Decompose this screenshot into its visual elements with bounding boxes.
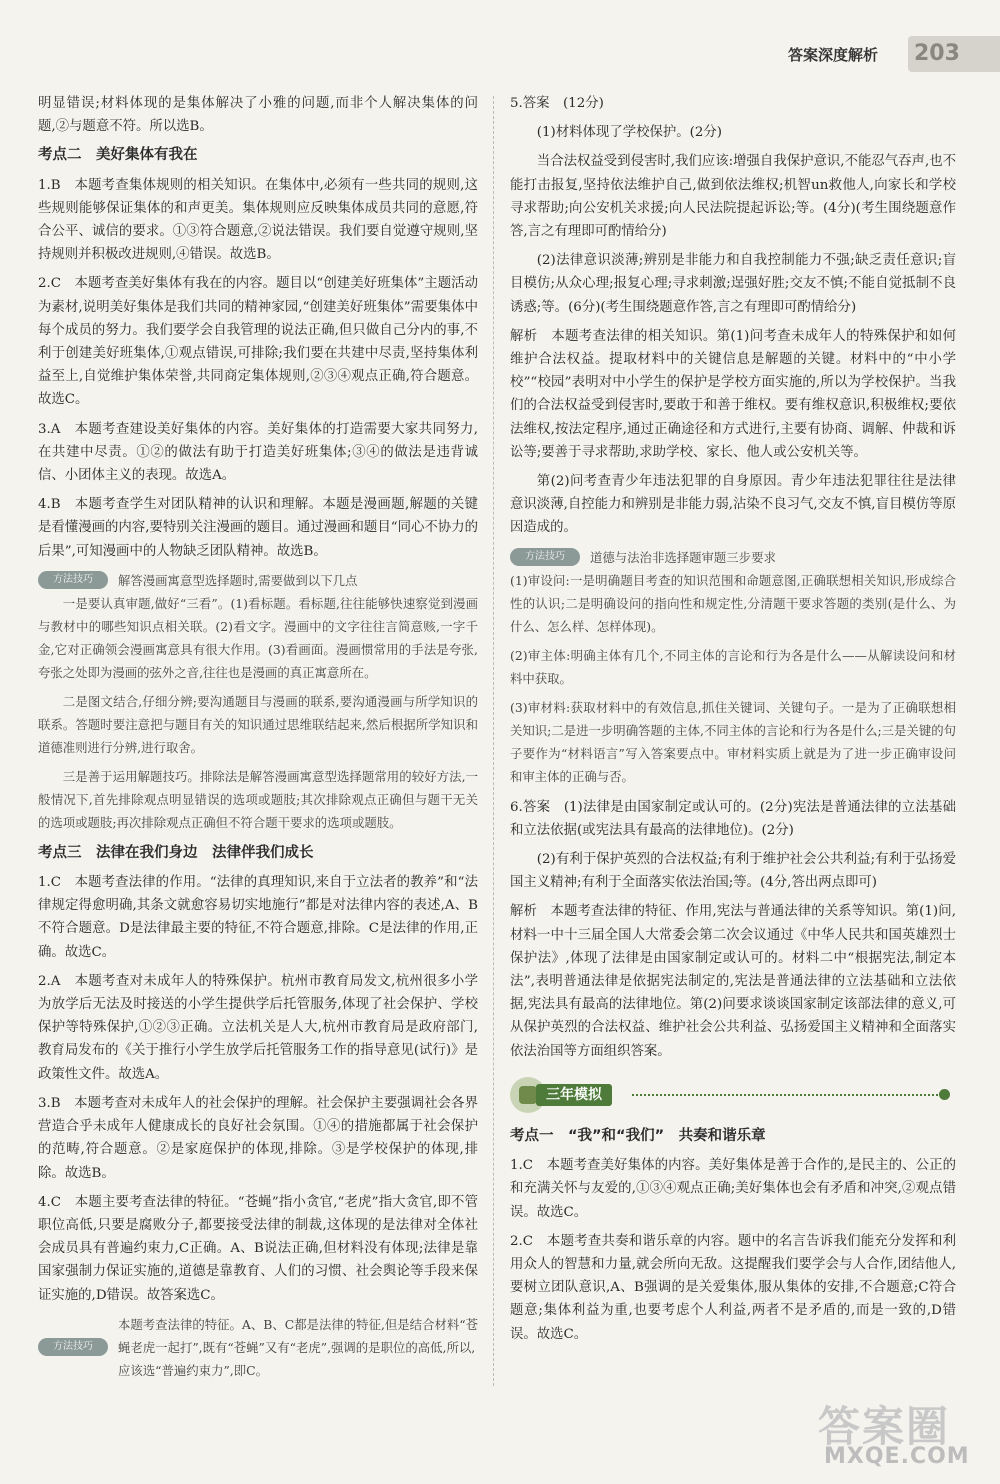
tip-badge: 方法技巧 <box>510 548 580 566</box>
section-banner <box>510 1077 956 1113</box>
method-tip <box>38 569 478 834</box>
method-tip <box>38 1313 478 1382</box>
right-column <box>510 92 956 1352</box>
answer-paragraph: (2)法律意识淡薄;辨别是非能力和自我控制能力不强;缺乏责任意识;盲目模仿;从众心理;报复心理;寻求刺激;逞强好胜;交友不慎;不能自觉抵制不良诱惑;等。(6分)(考生围绕题意作答,言之有理即可酌情给分) <box>510 253 956 315</box>
answer-item: 3.B 本题考查对未成年人的社会保护的理解。社会保护主要强调社会各界营造合乎未成年人健康成长的良好社会氛围。①④的措施都属于社会保护的范畴,符合题意。②是家庭保护的体现,排除。③是学校保护的体现,排除。故选B。 <box>38 1095 478 1181</box>
analysis-paragraph: 解析 本题考查法律的特征、作用,宪法与普通法律的关系等知识。第(1)问,材料一中十三届全国人大常委会第二次会议通过《中华人民共和国英雄烈士保护法》,体现了法律是由国家制定或认可的。材料二中“根据宪法,制定本法”,表明普通法律是依据宪法制定的,宪法是普通法律的立法基础和立法依据,宪法具有最高的法律地位。第(2)问要求谈谈国家制定该部法律的意义,可从保护英烈的合法权益、维护社会公共利益、弘扬爱国主义精神和全面落实依法治国等方面组织答案。 <box>510 904 956 1059</box>
answer-item: 3.A 本题考查建设美好集体的内容。美好集体的打造需要大家共同努力,在共建中尽责。①②的做法有助于打造美好班集体;③④的做法是违背诚信、小团体主义的表现。故选A。 <box>38 421 478 484</box>
tip-paragraph: 二是图文结合,仔细分辨;要沟通题目与漫画的联系,要沟通漫画与所学知识的联系。答题时要注意把与题目有关的知识通过思维联结起来,然后根据所学知识和道德准则进行分辨,进行取舍。 <box>38 693 478 755</box>
answer-item: 2.A 本题考查对未成年人的特殊保护。杭州市教育局发文,杭州很多小学为放学后无法及时接送的小学生提供学后托管服务,体现了社会保护、学校保护等特殊保护,①②③正确。立法机关是人大,杭州市教育局是政府部门,教育局发布的《关于推行小学生放学后托管服务工作的指导意见(试行)》是政策性文件。故选A。 <box>38 973 478 1082</box>
answer-item: 1.C 本题考查法律的作用。“法律的真理知识,来自于立法者的教养”和“法律规定得愈明确,其条文就愈容易切实地施行”都是对法律内容的表述,A、B不符合题意。D是法律最主要的特征,不符合题意,排除。C是法律的作用,正确。故选C。 <box>38 875 478 960</box>
tip-paragraph: (1)审设问:一是明确题目考查的知识范围和命题意图,正确联想相关知识,形成综合性的认识;二是明确设问的指向性和规定性,分清题干要求答题的类别(是什么、为什么、怎么样、怎样体现)。 <box>510 572 956 634</box>
analysis-paragraph: 第(2)问考查青少年违法犯罪的自身原因。青少年违法犯罪往往是法律意识淡薄,自控能力和辨别是非能力弱,沾染不良习气,交友不慎,盲目模仿等原因造成的。 <box>510 474 956 536</box>
tip-badge: 方法技巧 <box>38 571 108 589</box>
section-heading: 考点一 “我”和“我们” 共奏和谐乐章 <box>510 1127 766 1144</box>
answer-paragraph: (1)材料体现了学校保护。(2分) <box>536 125 723 141</box>
tip-text: 本题考查法律的特征。A、B、C都是法律的特征,但是结合材料“苍蝇老虎一起打”,既有“苍蝇”又有“老虎”,强调的是职位的高低,所以,应该选“普遍约束力”,即C。 <box>118 1316 478 1378</box>
answer-paragraph: 当合法权益受到侵害时,我们应该:增强自我保护意识,不能忍气吞声,也不能打击报复,坚持依法维护自己,做到依法维权;机智un救他人,向家长和学校寻求帮助;向公安机关求援;向人民法院提起诉讼;等。(4分)(考生围绕题意作答,言之有理即可酌情给分) <box>510 154 956 240</box>
answer-item: 1.B 本题考查集体规则的相关知识。在集体中,必须有一些共同的规则,这些规则能够保证集体的和声更美。集体规则应反映集体成员共同的意愿,符合公平、诚信的要求。①③符合题意,②说法错误。我们要自觉遵守规则,坚持规则并积极改进规则,④错误。故选B。 <box>38 177 478 263</box>
answer-item: 1.C 本题考查美好集体的内容。美好集体是善于合作的,是民主的、公正的和充满关怀与友爱的,①③④观点正确;美好集体也会有矛盾和冲突,②观点错误。故选C。 <box>510 1158 956 1220</box>
answer-item: 2.C 本题考查共奏和谐乐章的内容。题中的名言告诉我们能充分发挥和利用众人的智慧和力量,就会所向无敌。这提醒我们要学会与人合作,团结他人,要树立团队意识,A、B强调的是关爱集体,服从集体的安排,不合题意;C符合题意;集体利益为重,也要考虑个人利益,两者不是矛盾的,而是一致的,D错误。故选C。 <box>510 1233 956 1342</box>
banner-rule <box>632 1094 938 1096</box>
method-tip <box>510 546 956 788</box>
tip-badge: 方法技巧 <box>38 1338 108 1356</box>
left-column <box>38 92 478 1390</box>
section-heading: 考点二 美好集体有我在 <box>38 147 198 164</box>
header-title: 答案深度解析 <box>788 46 879 64</box>
dot-icon <box>939 1089 950 1100</box>
answer-item: 2.C 本题考查美好集体有我在的内容。题目以“创建美好班集体”主题活动为素材,说明美好集体是我们共同的精神家园,“创建美好班集体”需要集体中每个成员的努力。我们要学会自我管理的说法正确,但只做自己分内的事,不利于创建美好班集体,①观点错误,可排除;我们要在共建中尽责,坚持集体利益至上,自觉维护集体荣誉,共同商定集体规则,②③④观点正确,符合题意。故选C。 <box>38 276 478 408</box>
site-watermark <box>816 1394 986 1474</box>
page-number: 203 <box>908 36 1000 72</box>
tip-paragraph: (2)审主体:明确主体有几个,不同主体的言论和行为各是什么——从解读设问和材料中获取。 <box>510 647 956 686</box>
watermark-logo: 答案圈 <box>818 1402 951 1451</box>
watermark-url: MXQE.COM <box>824 1444 970 1469</box>
page-header <box>760 38 1000 78</box>
answer-item: 4.B 本题考查学生对团队精神的认识和理解。本题是漫画题,解题的关键是看懂漫画的内容,要特别关注漫画的题目。通过漫画和题目“同心不协力的后果”,可知漫画中的人物缺乏团队精神。故选B。 <box>38 497 478 559</box>
answer-head: 5.答案 (12分) <box>510 96 604 111</box>
banner-label: 三年模拟 <box>536 1084 612 1106</box>
tip-paragraph: 三是善于运用解题技巧。排除法是解答漫画寓意型选择题常用的较好方法,一般情况下,首先排除观点明显错误的选项或题肢;其次排除观点正确但与题干无关的选项或题肢;再次排除观点正确但不符合题干要求的选项或题肢。 <box>38 768 478 830</box>
column-divider <box>493 96 494 1386</box>
tip-title: 道德与法治非选择题审题三步要求 <box>590 549 776 565</box>
tip-paragraph: (3)审材料:获取材料中的有效信息,抓住关键词、关键句子。一是为了正确联想相关知识;二是进一步明确答题的主体,不同主体的言论和行为各是什么;三是关键的句子要作为“材料语言”写入答案要点中。审材料实质上就是为了进一步正确审设问和审主体的正确与否。 <box>510 699 956 784</box>
analysis-paragraph: 解析 本题考查法律的相关知识。第(1)问考查未成年人的特殊保护和如何维护合法权益。提取材料中的关键信息是解题的关键。材料中的“中小学校”“校园”表明对中小学生的保护是学校方面实施的,所以为学校保护。当我们的合法权益受到侵害时,要敢于和善于维权。要有维权意识,积极维权;要依法维权,按法定程序,通过正确途径和方式进行,主要有协商、调解、仲裁和诉讼等;要善于寻求帮助,求助学校、家长、他人或公安机关等。 <box>510 328 956 460</box>
answer-head: 6.答案 (1)法律是由国家制定或认可的。(2分)宪法是普通法律的立法基础和立法依据(或宪法具有最高的法律地位)。(2分) <box>510 799 956 838</box>
answer-paragraph: (2)有利于保护英烈的合法权益;有利于维护社会公共利益;有利于弘扬爱国主义精神;有利于全面落实依法治国;等。(4分,答出两点即可) <box>510 852 956 891</box>
section-heading: 考点三 法律在我们身边 法律伴我们成长 <box>38 844 314 861</box>
tip-paragraph: 一是要认真审题,做好“三看”。(1)看标题。看标题,往往能够快速察觉到漫画与教材中的哪些知识点相关联。(2)看文字。漫画中的文字往往言简意赅,一字千金,它对正确领会漫画寓意具有很大作用。(3)看画面。漫画惯常用的手法是夸张,夸张之处即为漫画的弦外之音,往往也是漫画的真正寓意所在。 <box>38 595 478 680</box>
answer-item: 4.C 本题主要考查法律的特征。“苍蝇”指小贪官,“老虎”指大贪官,即不管职位高低,只要是腐败分子,都要接受法律的制裁,这体现的是法律对全体社会成员具有普遍约束力,C正确。A、B说法正确,但材料没有体现;法律是靠国家强制力保证实施的,道德是靠教育、人们的习惯、社会舆论等手段来保证实施的,D错误。故答案选C。 <box>38 1194 478 1303</box>
intro-paragraph: 明显错误;材料体现的是集体解决了小雅的问题,而非个人解决集体的问题,②与题意不符。所以选B。 <box>38 96 478 135</box>
tip-title: 解答漫画寓意型选择题时,需要做到以下几点 <box>118 572 358 588</box>
